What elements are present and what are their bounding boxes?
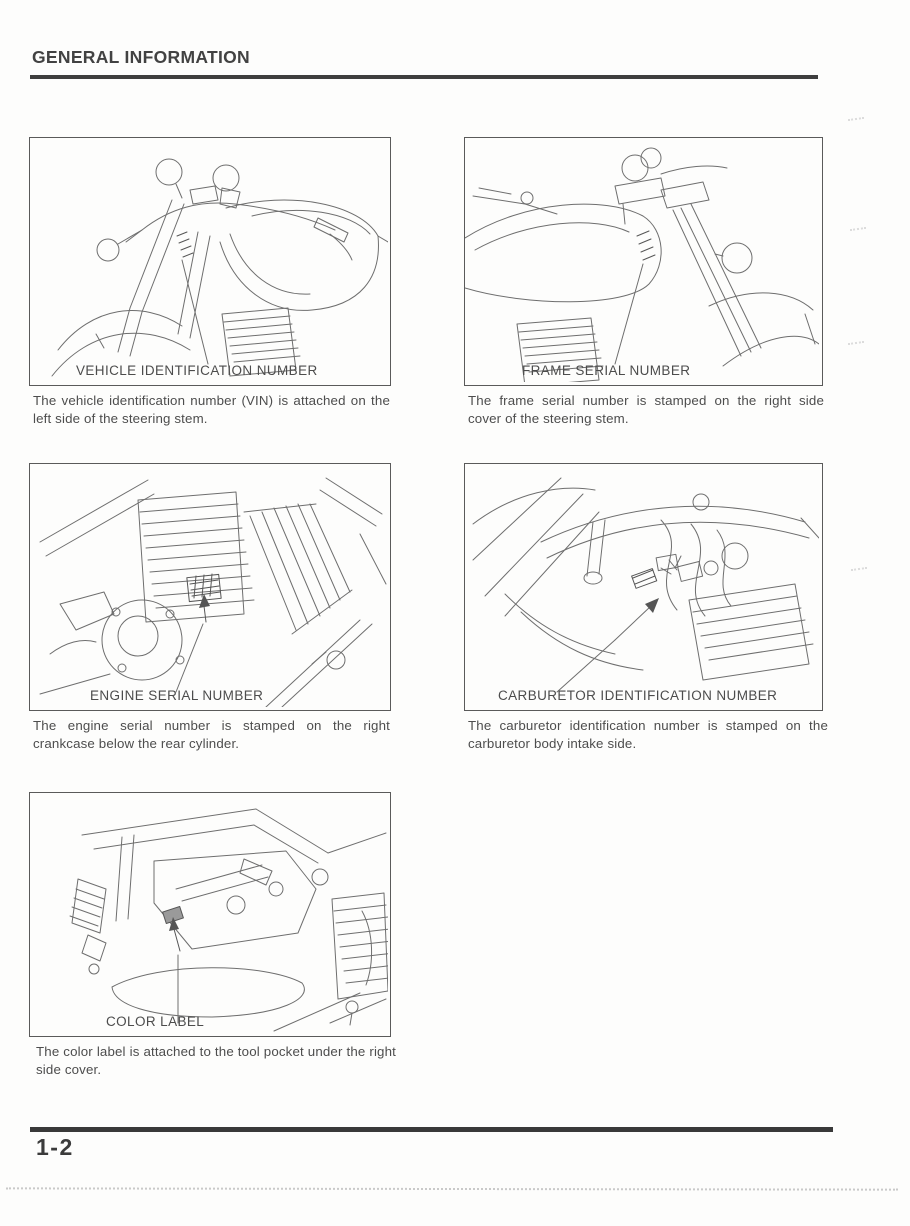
scan-artifact-line	[6, 1187, 898, 1190]
figure-description: The carburetor identification number is stamped on the carburetor body intake side.	[468, 718, 828, 751]
leader-line	[615, 264, 643, 364]
fuel-tank	[220, 200, 388, 310]
figure-caption: COLOR LABEL	[106, 1014, 205, 1029]
handlebar-and-mirrors	[97, 159, 352, 261]
handlebar-levers	[473, 148, 727, 224]
scan-smudge	[848, 341, 864, 345]
figure-description: The color label is attached to the tool pocket under the right side cover.	[36, 1044, 396, 1077]
scan-smudge	[848, 117, 864, 121]
header-rule	[30, 75, 818, 79]
figure-caption: CARBURETOR IDENTIFICATION NUMBER	[498, 688, 778, 703]
leader-line	[182, 260, 208, 364]
cylinder-fins	[332, 893, 388, 1025]
vin-location-illustration	[30, 138, 388, 382]
page-number: 1-2	[36, 1134, 74, 1160]
frame-tube	[541, 494, 819, 584]
rear-cylinder-fins	[244, 504, 352, 634]
front-fork	[637, 204, 761, 356]
carburetor-id-illustration	[465, 464, 819, 707]
carburetor-body	[632, 543, 748, 588]
front-fork	[118, 200, 210, 356]
color-label-sticker	[163, 907, 184, 951]
figure-color-label	[29, 792, 391, 1037]
scan-smudge	[851, 567, 867, 571]
cylinder-fins	[689, 584, 813, 680]
figure-caption: ENGINE SERIAL NUMBER	[90, 688, 264, 703]
frame-tubes	[82, 809, 386, 921]
engine-serial-illustration	[30, 464, 388, 707]
figure-frame-serial	[464, 137, 823, 386]
figure-description: The vehicle identification number (VIN) is attached on the left side of the steering stem.	[33, 393, 390, 426]
tool-pocket-opening	[154, 851, 328, 949]
figure-description: The engine serial number is stamped on the right crankcase below the rear cylinder.	[33, 718, 390, 751]
color-label-illustration	[30, 793, 388, 1033]
figure-caption: VEHICLE IDENTIFICATION NUMBER	[76, 363, 318, 378]
page-title: GENERAL INFORMATION	[32, 47, 250, 67]
figure-engine-serial	[29, 463, 391, 711]
footpeg	[70, 879, 106, 974]
leader-line	[176, 624, 203, 692]
footer-rule	[30, 1127, 833, 1132]
seat-and-cover	[473, 478, 599, 616]
scan-smudge	[850, 227, 866, 231]
figure-vin	[29, 137, 391, 386]
frame-serial-illustration	[465, 138, 819, 382]
figure-caption: FRAME SERIAL NUMBER	[522, 363, 691, 378]
fuel-tank	[465, 204, 661, 302]
figure-carburetor-id	[464, 463, 823, 711]
figure-description: The frame serial number is stamped on the right side cover of the steering stem.	[468, 393, 824, 426]
pointer-arrow	[557, 598, 659, 692]
front-fender	[709, 293, 819, 366]
